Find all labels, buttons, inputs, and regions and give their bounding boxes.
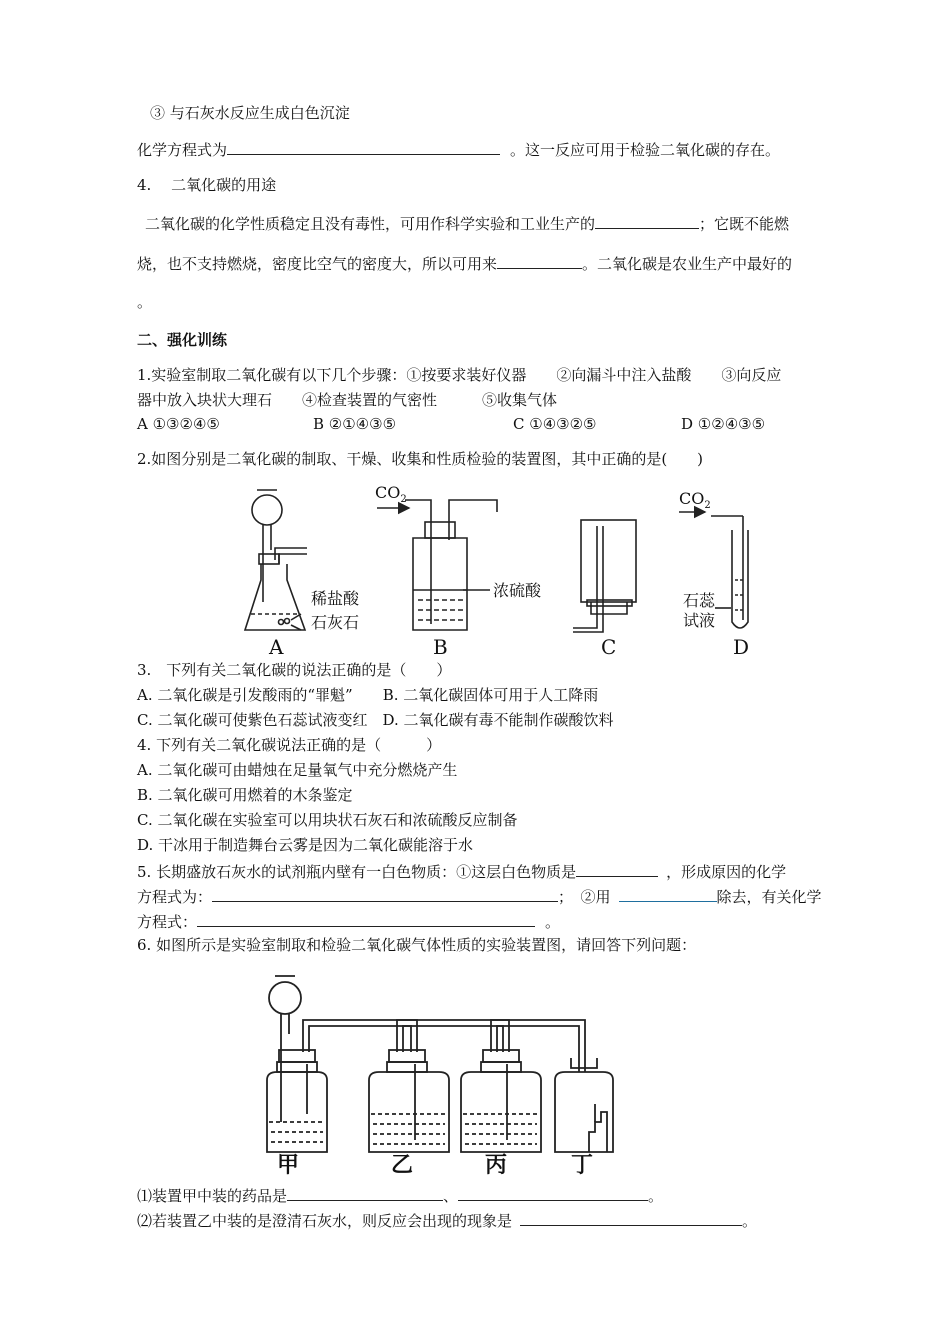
q5-line-3	[137, 910, 560, 932]
apparatus-ding	[555, 1058, 613, 1152]
q3-options-line-2[interactable]: C. 二氧化碳可使紫色石蕊试液变红 D. 二氧化碳有毒不能制作碳酸饮料	[137, 711, 614, 729]
q6-part1-sep: 、	[443, 1187, 459, 1205]
label-ding: 丁	[571, 1152, 594, 1177]
uses-line-2	[137, 252, 792, 274]
uses-text-1a: 二氧化碳的化学性质稳定且没有毒性，可用作科学实验和工业生产的	[145, 215, 596, 233]
q1-option-d[interactable]: D ①②④③⑤	[681, 415, 766, 433]
q1-line-2: 器中放入块状大理石 ④检查装置的气密性 ⑤收集气体	[137, 391, 558, 409]
q5-text-2b: ； ②用	[558, 888, 611, 906]
equation-line	[137, 138, 780, 160]
q6-part2-text: ⑵若装置乙中装的是澄清石灰水，则反应会出现的现象是	[137, 1212, 513, 1230]
apparatus-yi	[369, 1050, 449, 1152]
co2-label-d: $CO_2$	[679, 489, 711, 511]
q6-part1-text: ⑴装置甲中装的药品是	[137, 1187, 288, 1205]
q4-option-d[interactable]: D. 干冰用于制造舞台云雾是因为二氧化碳能溶于水	[137, 836, 474, 854]
q1-option-c[interactable]: C ①④③②⑤	[513, 415, 597, 433]
section-heading: 二、强化训练	[137, 331, 228, 349]
q4-option-a[interactable]: A. 二氧化碳可由蜡烛在足量氧气中充分燃烧产生	[137, 761, 458, 779]
apparatus-a	[245, 490, 307, 630]
uses-text-2a: 烧，也不支持燃烧，密度比空气的密度大，所以可用来	[137, 255, 498, 273]
uses-line-1	[145, 212, 789, 234]
apparatus-d	[711, 516, 748, 628]
item3-text: ③ 与石灰水反应生成白色沉淀	[150, 104, 350, 122]
answer-blank[interactable]	[497, 252, 582, 269]
co2-label-b: $CO_2$	[375, 483, 407, 505]
q6-part1	[137, 1184, 663, 1206]
equation-suffix: 。这一反应可用于检验二氧化碳的存在。	[510, 141, 781, 159]
apparatus-bing	[461, 1050, 541, 1152]
q5-text-2a: 方程式为：	[137, 888, 213, 906]
letter-c: C	[601, 635, 617, 659]
answer-blank[interactable]	[576, 860, 658, 877]
uses-text-2b: 。二氧化碳是农业生产中最好的	[582, 255, 793, 273]
q5-text-2c: 除去，有关化学	[716, 888, 822, 906]
uses-text-1b: ；它既不能燃	[699, 215, 790, 233]
label-bing: 丙	[485, 1152, 508, 1177]
answer-blank[interactable]	[595, 212, 699, 229]
uses-line-3: 。	[137, 293, 153, 311]
label-yi: 乙	[391, 1152, 414, 1177]
answer-blank[interactable]	[227, 138, 500, 155]
apparatus-jia	[267, 1050, 327, 1152]
q4-option-c[interactable]: C. 二氧化碳在实验室可以用块状石灰石和浓硫酸反应制备	[137, 811, 518, 829]
answer-blank[interactable]	[197, 910, 535, 927]
q3-options-line-1[interactable]: A. 二氧化碳是引发酸雨的“罪魁” B. 二氧化碳固体可用于人工降雨	[137, 686, 599, 704]
q6-part2	[137, 1209, 757, 1231]
q5-text-1b: ，形成原因的化学	[666, 863, 787, 881]
apparatus-c	[573, 520, 636, 632]
label-conc-h2so4: 浓硫酸	[493, 581, 542, 600]
answer-blank[interactable]	[287, 1184, 443, 1201]
q4-option-b[interactable]: B. 二氧化碳可用燃着的木条鉴定	[137, 786, 353, 804]
letter-d: D	[733, 635, 750, 659]
letter-a: A	[269, 635, 284, 659]
q5-text-3a: 方程式：	[137, 913, 198, 931]
answer-blank[interactable]	[212, 885, 558, 902]
q5-text-1a: 5. 长期盛放石灰水的试剂瓶内壁有一白色物质：①这层白色物质是	[137, 863, 577, 881]
label-litmus-2: 试液	[683, 611, 716, 630]
section4-title: 4. 二氧化碳的用途	[137, 176, 277, 194]
apparatus-figure-chain	[255, 972, 635, 1177]
q4-text: 4. 下列有关二氧化碳说法正确的是（ ）	[137, 736, 442, 754]
q2-text: 2.如图分别是二氧化碳的制取、干燥、收集和性质检验的装置图，其中正确的是( )	[137, 450, 704, 468]
answer-blank[interactable]	[520, 1209, 742, 1226]
equation-prefix: 化学方程式为	[137, 141, 228, 159]
q5-text-3b: 。	[545, 913, 561, 931]
answer-blank[interactable]	[458, 1184, 648, 1201]
label-dilute-hcl: 稀盐酸	[311, 589, 360, 608]
q5-line-1	[137, 860, 786, 882]
label-limestone: 石灰石	[311, 613, 360, 632]
q3-text: 3. 下列有关二氧化碳的说法正确的是（ ）	[137, 661, 452, 679]
q1-option-b[interactable]: B ②①④③⑤	[313, 415, 397, 433]
q1-line-1: 1.实验室制取二氧化碳有以下几个步骤：①按要求装好仪器 ②向漏斗中注入盐酸 ③向反应	[137, 366, 782, 384]
q6-part2-end: 。	[742, 1212, 758, 1230]
apparatus-b	[405, 500, 497, 630]
label-litmus-1: 石蕊	[683, 591, 716, 610]
q6-text: 6. 如图所示是实验室制取和检验二氧化碳气体性质的实验装置图，请回答下列问题：	[137, 936, 697, 954]
q5-line-2	[137, 885, 822, 907]
q1-option-a[interactable]: A ①③②④⑤	[137, 415, 220, 433]
answer-blank[interactable]	[619, 885, 717, 902]
letter-b: B	[433, 635, 448, 659]
label-jia: 甲	[277, 1152, 300, 1177]
apparatus-figure-abcd	[235, 480, 765, 660]
q6-part1-end: 。	[648, 1187, 664, 1205]
